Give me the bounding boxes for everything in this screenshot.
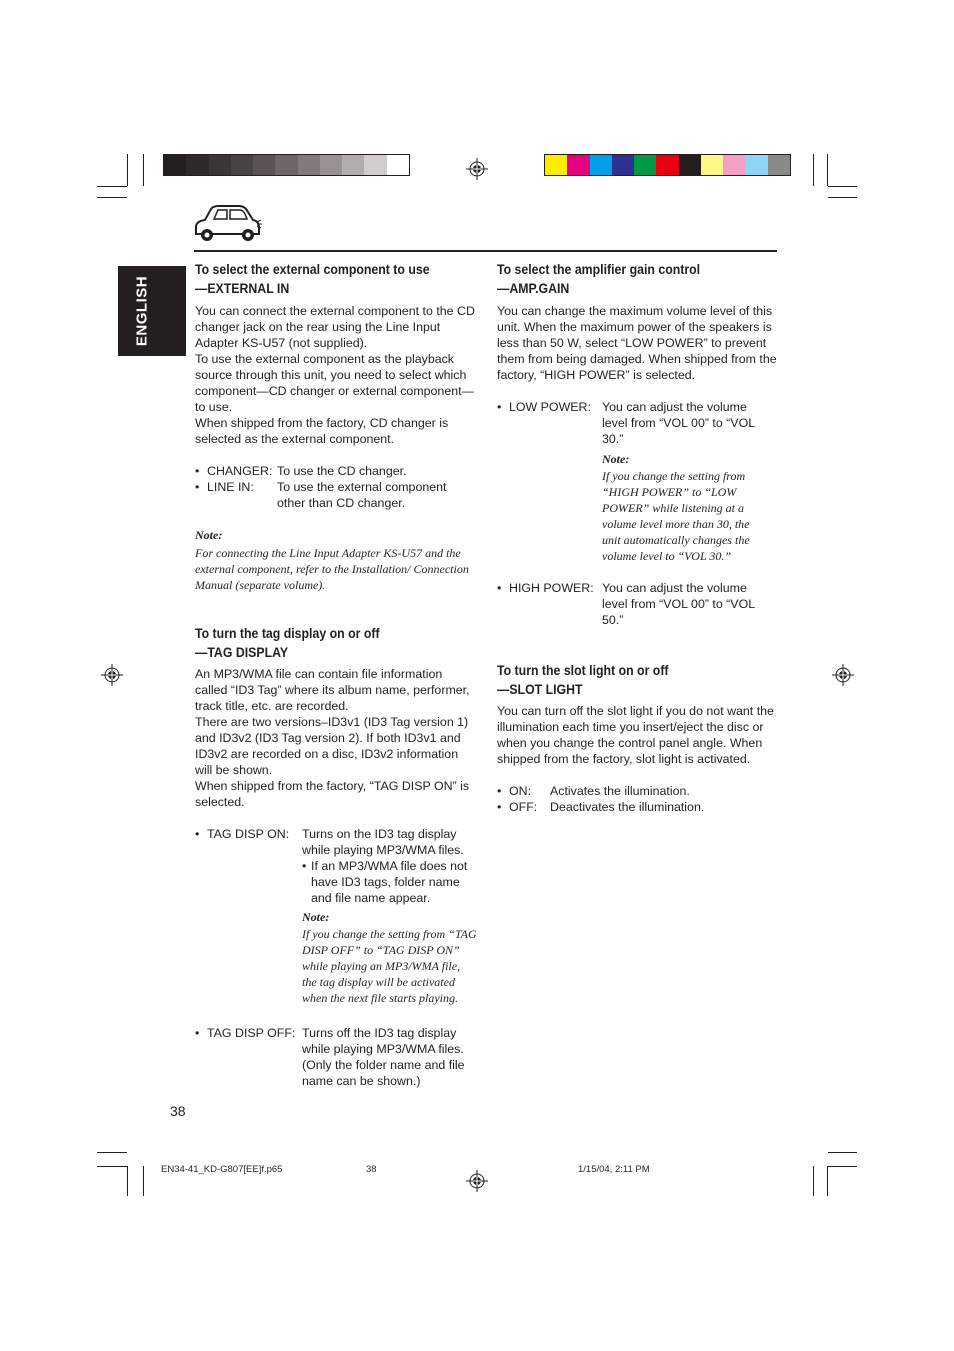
paragraph: You can change the maximum volume level of this unit. When the maximum power of the speakers is less than 50 W, select “LOW POWER” to prevent them from being damaged. When shipped from the factory, “HIGH POWER” is selected.	[497, 304, 777, 382]
grayscale-swatch	[320, 155, 342, 175]
crop-mark	[828, 1152, 857, 1153]
color-swatch	[656, 155, 678, 175]
option-item	[497, 783, 779, 799]
section-amp-gain	[497, 260, 779, 628]
car-icon	[193, 204, 263, 246]
crop-mark	[813, 1166, 814, 1196]
note-title: Note:	[302, 910, 330, 924]
section-subtitle: —EXTERNAL IN	[195, 280, 290, 296]
option-desc: To use the external component other than CD changer.	[277, 480, 447, 510]
option-item	[497, 399, 779, 564]
grayscale-swatch	[298, 155, 320, 175]
grayscale-swatch	[275, 155, 297, 175]
registration-mark-icon	[101, 664, 123, 686]
option-term: • OFF:	[509, 800, 538, 814]
option-item	[195, 826, 477, 1006]
option-item	[195, 1025, 477, 1089]
color-swatch	[701, 155, 723, 175]
registration-mark-icon	[832, 664, 854, 686]
grayscale-swatch	[186, 155, 208, 175]
color-swatch	[612, 155, 634, 175]
option-desc: Turns on the ID3 tag display while playing MP3/WMA files.	[302, 827, 464, 857]
paragraph: An MP3/WMA file can contain file information called “ID3 Tag” where its album name, performer, track title, etc. are recorded.	[195, 667, 470, 713]
paragraph: You can connect the external component to the CD changer jack on the rear using the Line Input Adapter KS-U57 (not supplied).	[195, 304, 475, 350]
paragraph: When shipped from the factory, “TAG DISP ON” is selected.	[195, 779, 470, 809]
option-desc: You can adjust the volume level from “VOL 00” to “VOL 50.”	[602, 581, 755, 627]
color-swatch	[723, 155, 745, 175]
color-swatch	[567, 155, 589, 175]
crop-mark	[827, 154, 828, 186]
section-title: To select the amplifier gain control	[497, 261, 701, 277]
option-term: • HIGH POWER:	[509, 581, 594, 595]
color-bar	[544, 154, 791, 176]
grayscale-swatch	[231, 155, 253, 175]
option-desc: You can adjust the volume level from “VOL 00” to “VOL 30.”	[602, 400, 755, 446]
option-sub-item	[302, 858, 477, 906]
option-term: • LINE IN:	[207, 480, 254, 494]
option-item	[497, 580, 779, 628]
option-term: • ON:	[509, 784, 532, 798]
registration-mark-icon	[466, 1170, 488, 1192]
option-desc: Turns off the ID3 tag display while playing MP3/WMA files. (Only the folder name and file name can be shown.)	[302, 1026, 465, 1088]
grayscale-bar	[163, 154, 410, 176]
section-title: To turn the slot light on or off	[497, 662, 669, 678]
color-swatch	[634, 155, 656, 175]
grayscale-swatch	[364, 155, 386, 175]
color-swatch	[745, 155, 767, 175]
paragraph: To use the external component as the playback source through this unit, you need to select which component—CD changer or external component—to use.	[195, 352, 474, 414]
crop-mark	[143, 1166, 144, 1196]
color-swatch	[679, 155, 701, 175]
section-external-in	[195, 260, 477, 593]
crop-mark	[827, 1166, 828, 1196]
color-swatch	[590, 155, 612, 175]
note-title: Note:	[602, 452, 630, 466]
grayscale-swatch	[342, 155, 364, 175]
page-number: 38	[170, 1103, 186, 1119]
section-title: To select the external component to use	[195, 261, 430, 277]
color-swatch	[768, 155, 790, 175]
paragraph: There are two versions–ID3v1 (ID3 Tag version 1) and ID3v2 (ID3 Tag version 2). If both ID3v1 and ID3v2 are recorded on a disc, ID3v2 information will be shown.	[195, 715, 469, 777]
footer-page: 38	[366, 1164, 377, 1175]
option-term: • CHANGER:	[207, 464, 273, 478]
crop-mark	[828, 1166, 857, 1167]
crop-mark	[127, 1166, 128, 1196]
note-text: For connecting the Line Input Adapter KS-U57 and the external component, refer to the Installation/ Connection Manual (separate volume).	[195, 546, 469, 592]
grayscale-swatch	[387, 155, 409, 175]
color-swatch	[545, 155, 567, 175]
section-subtitle: —AMP.GAIN	[497, 280, 570, 296]
footer-date: 1/15/04, 2:11 PM	[578, 1164, 650, 1175]
language-tab-label: ENGLISH	[133, 275, 151, 347]
right-column	[497, 260, 779, 815]
option-term: • LOW POWER:	[509, 400, 591, 414]
section-subtitle: —TAG DISPLAY	[195, 644, 289, 660]
section-subtitle: —SLOT LIGHT	[497, 681, 583, 697]
grayscale-swatch	[253, 155, 275, 175]
section-tag-display	[195, 624, 477, 1089]
crop-mark	[97, 1166, 127, 1167]
option-desc: Activates the illumination.	[550, 784, 690, 798]
option-term: • TAG DISP OFF:	[207, 1026, 296, 1040]
option-item	[195, 463, 477, 479]
paragraph: You can turn off the slot light if you do not want the illumination each time you insert/eject the disc or when you change the control panel angle. When shipped from the factory, slot light is activated.	[497, 704, 774, 766]
option-term: • TAG DISP ON:	[207, 827, 290, 841]
crop-mark	[97, 197, 127, 198]
crop-mark	[97, 1152, 127, 1153]
crop-mark	[828, 197, 857, 198]
crop-mark	[813, 154, 814, 186]
option-desc: Deactivates the illumination.	[550, 800, 705, 814]
note-text: If you change the setting from “TAG DISP OFF” to “TAG DISP ON” while playing an MP3/WMA file, the tag display will be activated when the next file starts playing.	[302, 927, 477, 1005]
crop-mark	[127, 154, 128, 186]
option-desc: To use the CD changer.	[277, 464, 407, 478]
note-text: If you change the setting from “HIGH POWER” to “LOW POWER” while listening at a volume level more than 30, the unit automatically changes the volume level to “VOL 30.”	[602, 469, 750, 563]
section-slot-light	[497, 661, 779, 815]
header-rule	[194, 250, 777, 252]
paragraph: When shipped from the factory, CD changer is selected as the external component.	[195, 416, 449, 446]
grayscale-swatch	[209, 155, 231, 175]
footer-filename: EN34-41_KD-G807[EE]f.p65	[161, 1164, 283, 1175]
left-column	[195, 260, 477, 1089]
option-item	[497, 799, 779, 815]
crop-mark	[97, 186, 127, 187]
section-title: To turn the tag display on or off	[195, 625, 380, 641]
option-item	[195, 479, 477, 511]
option-sub-text: If an MP3/WMA file does not have ID3 tags, folder name and file name appear.	[311, 859, 468, 905]
crop-mark	[143, 154, 144, 186]
crop-mark	[828, 186, 857, 187]
registration-mark-icon	[466, 158, 488, 180]
grayscale-swatch	[164, 155, 186, 175]
language-tab	[118, 266, 186, 356]
note-title: Note:	[195, 528, 223, 542]
